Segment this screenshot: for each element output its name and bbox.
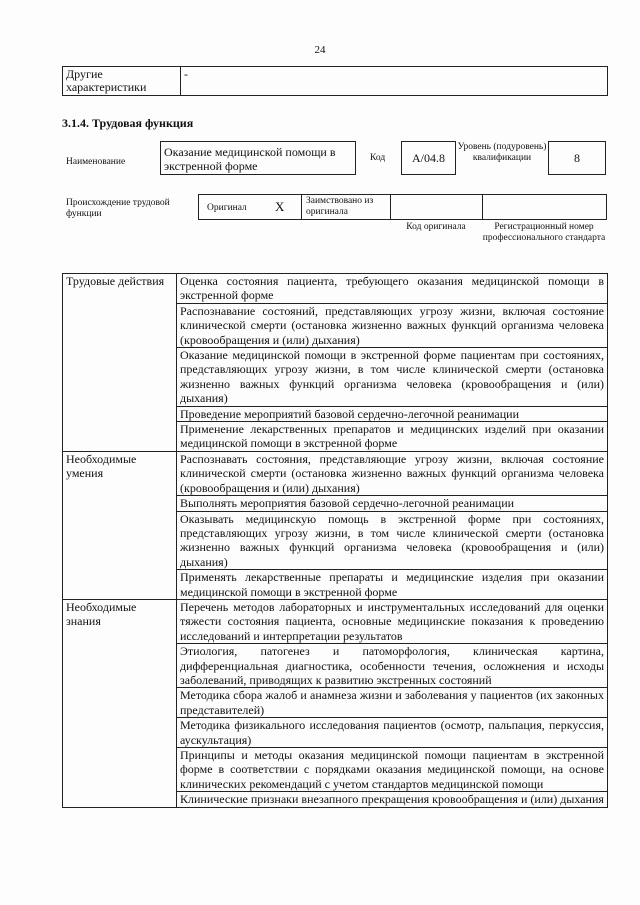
section-item: Клинические признаки внезапного прекращения кровообращения и (или) дыхания (177, 792, 608, 807)
section-category: Трудовые действия (63, 274, 177, 452)
labor-function-table (62, 273, 608, 808)
table-row (63, 274, 608, 304)
original-mark: X (275, 199, 285, 214)
origin-row (198, 194, 607, 220)
section-item: Принципы и методы оказания медицинской помощи пациентам в экстренной форме в соответствии с порядками оказания медицинской помощи, на основе клинических рекомендаций с учетом стандартов медицинской помощи (177, 748, 608, 792)
table-row (63, 599, 608, 643)
origin-divider (390, 195, 391, 219)
borrowed-label: Заимствовано из оригинала (306, 196, 374, 217)
code-value: А/04.8 (412, 151, 445, 165)
page-number: 24 (314, 44, 326, 56)
section-item: Применять лекарственные препараты и медицинские изделия при оказании медицинской помощи в экстренной форме (177, 570, 608, 600)
origin-divider (301, 195, 302, 219)
code-original-caption: Код оригинала (406, 222, 466, 232)
origin-divider (482, 195, 483, 219)
table-row (63, 451, 608, 495)
origin-label: Происхождение трудовой функции (66, 198, 170, 219)
name-box (160, 141, 356, 175)
section-item: Этиология, патогенез и патоморфология, клиническая картина, дифференциальная диагностика, особенности течения, осложнения и исходы заболеваний, приводящих к развитию экстренных состояний (177, 644, 608, 688)
section-item: Распознавание состояний, представляющих угрозу жизни, включая состояние клинической смерти (остановка жизненно важных функций организма человека (кровообращения и (или) дыхания) (177, 303, 608, 347)
section-item: Проведение мероприятий базовой сердечно-легочной реанимации (177, 406, 608, 421)
level-box (548, 141, 606, 175)
section-item: Методика сбора жалоб и анамнеза жизни и заболевания у пациентов (их законных представителей) (177, 688, 608, 718)
other-characteristics-value: - (181, 67, 608, 96)
name-value: Оказание медицинской помощи в экстренной форме (164, 145, 336, 173)
section-item: Распознавать состояния, представляющие угрозу жизни, включая состояние клинической смерти (остановка жизненно важных функций организма человека (кровообращения и (или) дыхания) (177, 451, 608, 495)
code-label: Код (370, 153, 386, 163)
other-characteristics-label: Другие характеристики (63, 67, 181, 96)
code-box (401, 141, 456, 175)
section-category: Необходимые умения (63, 451, 177, 599)
section-item: Оказание медицинской помощи в экстренной форме пациентам при состояниях, представляющих угрозу жизни, в том числе клинической смерти (остановка жизненно важных функций организма человека (кровообращения и (или) дыхания) (177, 348, 608, 407)
section-category: Необходимые знания (63, 599, 177, 807)
name-label: Наименование (66, 157, 126, 167)
reg-number-caption: Регистрационный номер профессионального стандарта (482, 222, 606, 243)
section-item: Методика физикального исследования пациентов (осмотр, пальпация, перкуссия, аускультация) (177, 718, 608, 748)
level-label: Уровень (подуровень) квалификации (457, 142, 547, 163)
other-characteristics-table (62, 66, 608, 96)
section-item: Выполнять мероприятия базовой сердечно-легочной реанимации (177, 496, 608, 511)
section-item: Применение лекарственных препаратов и медицинских изделий при оказании медицинской помощи в экстренной форме (177, 422, 608, 452)
level-value: 8 (574, 151, 580, 165)
section-title: 3.1.4. Трудовая функция (62, 116, 194, 130)
section-item: Оценка состояния пациента, требующего оказания медицинской помощи в экстренной форме (177, 274, 608, 304)
section-item: Перечень методов лабораторных и инструментальных исследований для оценки тяжести состояния пациента, основные медицинские показания к проведению исследований и интерпретации результатов (177, 599, 608, 643)
original-label: Оригинал (207, 203, 247, 213)
section-item: Оказывать медицинскую помощь в экстренной форме при состояниях, представляющих угрозу жизни, в том числе клинической смерти (остановка жизненно важных функций организма человека (кровообращения и (или) дыхания) (177, 511, 608, 570)
